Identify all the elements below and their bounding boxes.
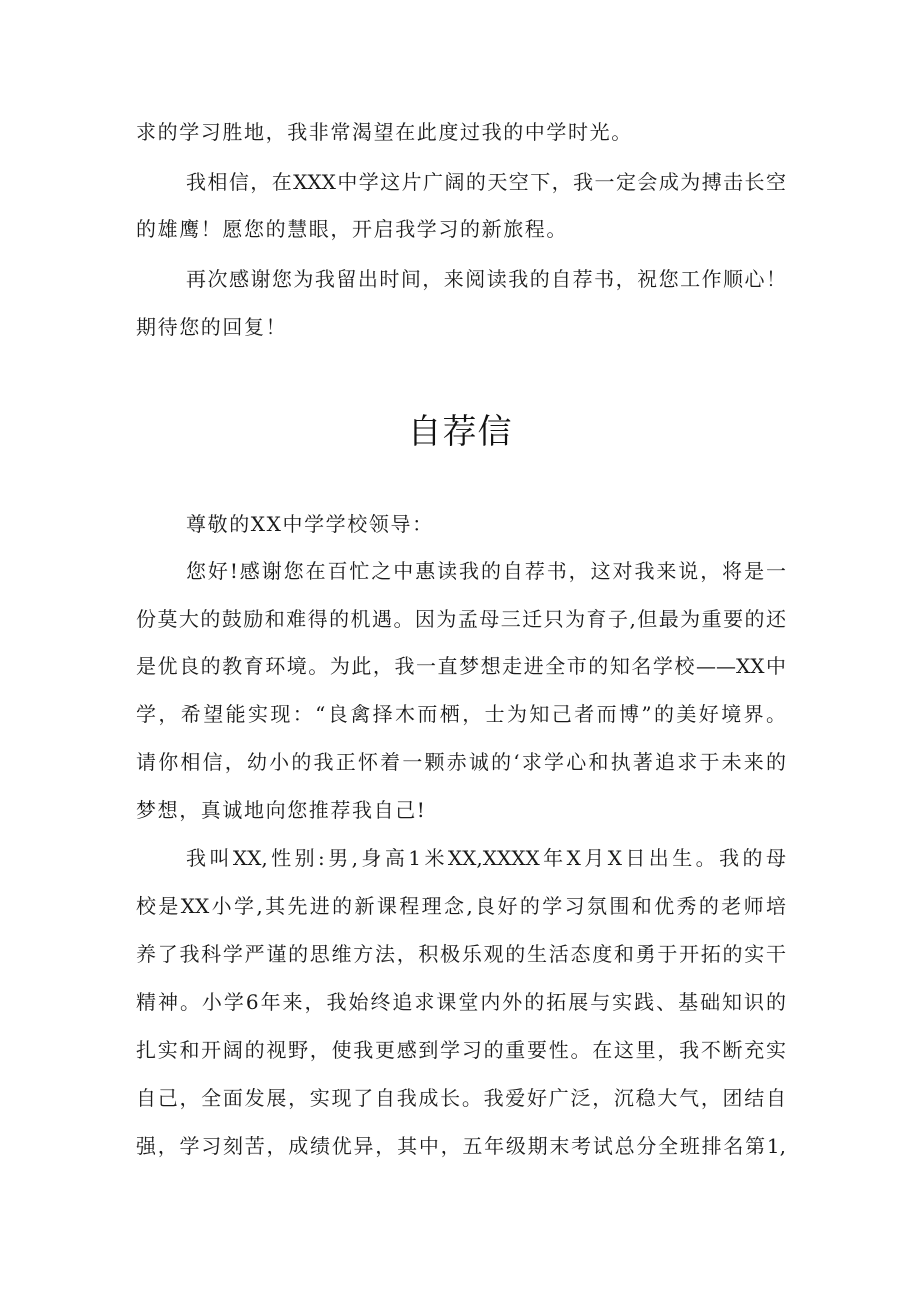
text-line: 我叫XX,性别:男,身高1米XX,XXXX年X月X日出生。我的母 — [186, 846, 786, 870]
text-line: 养了我科学严谨的思维方法，积极乐观的生活态度和勇于开拓的实干 — [136, 942, 786, 966]
text-line: 请你相信，幼小的我正怀着一颗赤诚的‘求学心和执著追求于未来的 — [136, 750, 786, 774]
text-line: 求的学习胜地，我非常渴望在此度过我的中学时光。 — [136, 120, 633, 144]
text-line: 再次感谢您为我留出时间，来阅读我的自荐书，祝您工作顺心！ — [186, 267, 786, 291]
text-line: 强，学习刻苦，成绩优异，其中，五年级期末考试总分全班排名第1, — [136, 1134, 786, 1158]
text-line: 期待您的回复！ — [136, 315, 288, 339]
text-line: 梦想，真诚地向您推荐我自己! — [136, 798, 427, 822]
text-line: 精神。小学6年来，我始终追求课堂内外的拓展与实践、基础知识的 — [136, 990, 786, 1014]
text-line: 您好!感谢您在百忙之中惠读我的自荐书，这对我来说，将是一 — [186, 559, 786, 583]
text-line: 的雄鹰！愿您的慧眼，开启我学习的新旅程。 — [136, 217, 568, 241]
text-line: 是优良的教育环境。为此，我一直梦想走进全市的知名学校——XX中 — [136, 654, 786, 678]
text-line: 校是XX小学,其先进的新课程理念,良好的学习氛围和优秀的老师培 — [136, 894, 786, 918]
page-title: 自荐信 — [407, 412, 513, 452]
salutation: 尊敬的XX中学学校领导： — [186, 512, 434, 536]
text-line: 扎实和开阔的视野，使我更感到学习的重要性。在这里，我不断充实 — [136, 1038, 786, 1062]
text-line: 份莫大的鼓励和难得的机遇。因为孟母三迁只为育子,但最为重要的还 — [136, 607, 786, 631]
text-line: 学，希望能实现：“良禽择木而栖，士为知己者而博”的美好境界。 — [136, 702, 786, 726]
text-line: 我相信，在XXX中学这片广阔的天空下，我一定会成为搏击长空 — [186, 170, 786, 194]
text-line: 自己，全面发展，实现了自我成长。我爱好广泛，沉稳大气，团结自 — [136, 1086, 786, 1110]
